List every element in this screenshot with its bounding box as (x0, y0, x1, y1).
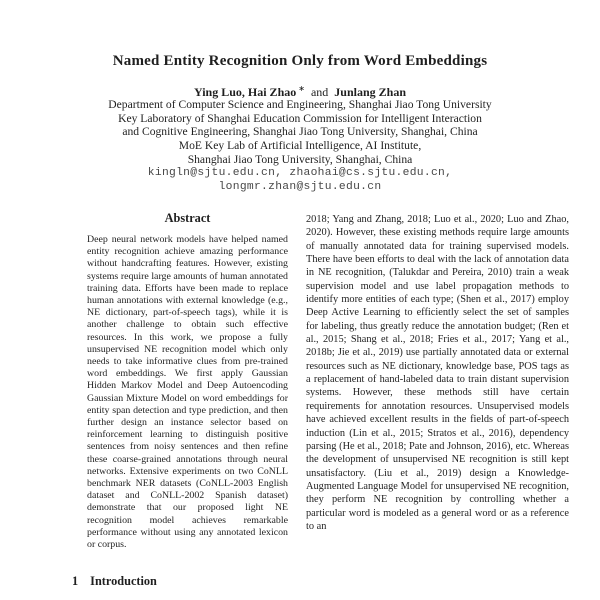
affiliation-line: Department of Computer Science and Engineering, Shanghai Jiao Tong University (108, 98, 492, 111)
email-line: longmr.zhan@sjtu.edu.cn (218, 180, 382, 193)
affiliation-line: and Cognitive Engineering, Shanghai Jiao Tong University, Shanghai, China (122, 125, 478, 139)
author-name-2: Hai Zhao (247, 85, 297, 99)
abstract-heading: Abstract (164, 211, 211, 225)
right-column-text: 2018; Yang and Zhang, 2018; Luo et al., 2020; Luo and Zhao, 2020). However, these existing methods require large amounts of manually annotated data for training supervised models. There have been efforts to deal with the lack of annotation data in NE recognition, (Talukdar and Pereira, 2010) train a weak supervision model and use label propagation methods to identify more entities of each type; (Shen et al., 2017) employ Deep Active Learning to efficiently select the set of samples for labeling, thus greatly reduce the annotation budget; (Ren et al., 2015; Shang et al., 2018; Fries et al., 2017; Yang et al., 2018b; Jie et al., 2019) use partially annotated data or external resources such as NE dictionary, knowledge base, POS tags as a replacement of hand-labeled data to train distant supervision systems. However, these methods still have certain requirements for annotation resources. Unsupervised models have achieved excellent results in the fields of part-of-speech induction (Lin et al., 2015; Stratos et al., 2016), dependency parsing (He et al., 2018; Pate and Johnson, 2016), etc. Whereas the development of unsupervised NE recognition is still kept unsatisfactory. (Liu et al., 2019) design a Knowledge-Augmented Language Model for unsupervised NE recognition, they perform NE recognition by controlling whether a particular word is modeled as a general word or as a reference to an (306, 214, 569, 532)
author-footnote-marker: ∗ (298, 84, 305, 93)
affiliation-block (0, 98, 600, 167)
author-name-1: Ying Luo, (193, 85, 245, 99)
section-number: 1 (72, 574, 79, 588)
affiliation-line: Shanghai Jiao Tong University, Shanghai, China (187, 152, 413, 166)
author-name-3: Junlang Zhan (334, 85, 406, 99)
section-title: Introduction (90, 574, 157, 588)
email-block (0, 167, 600, 194)
email-line: kingln@sjtu.edu.cn, zhaohai@cs.sjtu.edu.cn, (147, 167, 453, 179)
affiliation-line: Key Laboratory of Shanghai Education Commission for Intelligent Interaction (118, 111, 482, 125)
abstract-text: Deep neural network models have helped named entity recognition achieve amazing performance without handcrafting features. However, existing systems require large amounts of human annotated training data. Efforts have been made to replace human annotations with external knowledge (e.g., NE dictionary, part-of-speech tags), while it is another challenge to obtain such effective resources. In this work, we propose a fully unsupervised NE recognition model which only needs to take informative clues from pre-trained word embeddings. We first apply Gaussian Hidden Markov Model and Deep Autoencoding Gaussian Mixture Model on word embeddings for entity span detection and type prediction, and then further design an instance selector based on reinforcement learning to distinguish positive sentences from noisy sentences and then refine these coarse-grained annotations through neural networks. Extensive experiments on two CoNLL benchmark NER datasets (CoNLL-2003 English dataset and CoNLL-2002 Spanish dataset) demonstrate that our proposed light NE recognition model achieves remarkable performance without using any annotated lexicon or corpus. (87, 234, 288, 551)
affiliation-line: MoE Key Lab of Artificial Intelligence, AI Institute, (178, 139, 422, 153)
section-heading-introduction (72, 574, 157, 589)
paper-title: Named Entity Recognition Only from Word Embeddings (112, 53, 488, 69)
authors-connector: and (310, 85, 329, 99)
